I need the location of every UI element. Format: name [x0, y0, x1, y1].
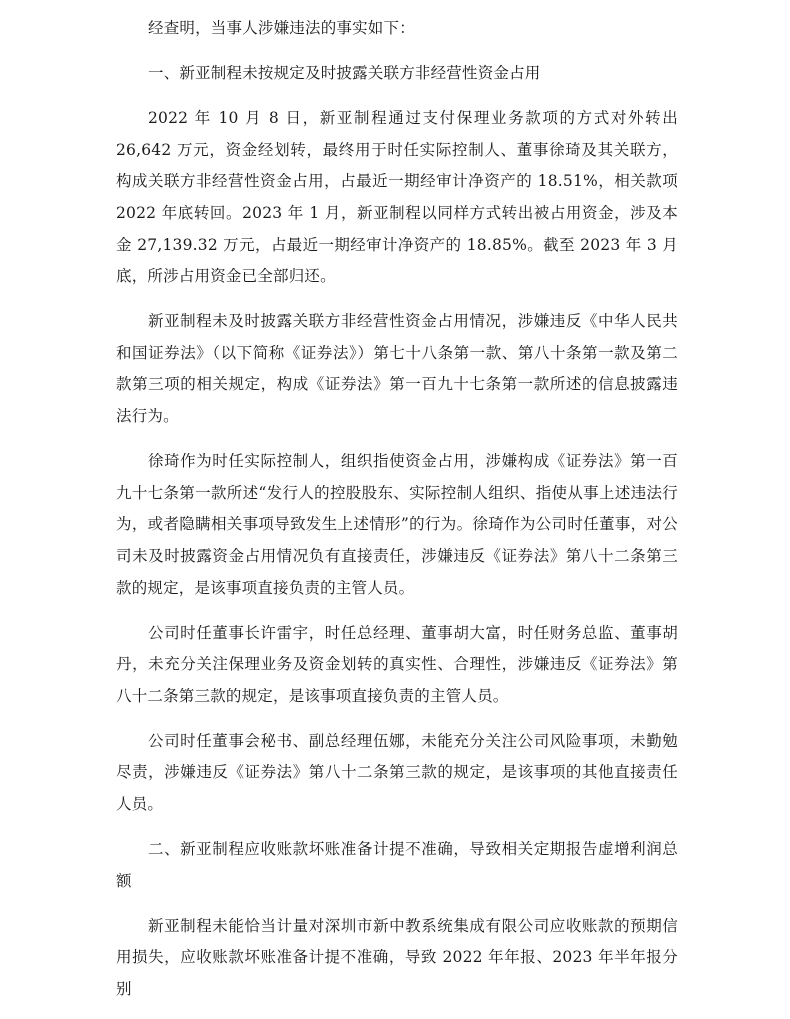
body-paragraph: 公司时任董事会秘书、副总经理伍娜，未能充分关注公司风险事项，未勤勉尽责，涉嫌违反《证券法》第八十二条第三款的规定，是该事项的其他直接责任人员。 [116, 731, 678, 814]
body-paragraph: 公司时任董事长许雷宇，时任总经理、董事胡大富，时任财务总监、董事胡丹，未充分关注保理业务及资金划转的真实性、合理性，涉嫌违反《证券法》第八十二条第三款的规定，是该事项直接负责的主管人员。 [116, 623, 678, 705]
section-heading-1: 一、新亚制程未按规定及时披露关联方非经营性资金占用 [148, 64, 541, 83]
body-paragraph: 新亚制程未能恰当计量对深圳市新中教系统集成有限公司应收账款的预期信用损失，应收账款坏账准备计提不准确，导致 2022 年年报、2023 年半年报分别 [116, 916, 678, 999]
body-paragraph: 徐琦作为时任实际控制人，组织指使资金占用，涉嫌构成《证券法》第一百九十七条第一款所述“发行人的控股股东、实际控制人组织、指使从事上述违法行为，或者隐瞒相关事项导致发生上述情形”的行为。徐琦作为公司时任董事，对公司未及时披露资金占用情况负有直接责任，涉嫌违反《证券法》第八十二条第三款的规定，是该事项直接负责的主管人员。 [116, 452, 678, 597]
document-page [116, 13, 678, 1019]
intro-paragraph: 经查明，当事人涉嫌违法的事实如下： [148, 19, 415, 37]
section-heading-2: 二、新亚制程应收账款坏账准备计提不准确，导致相关定期报告虚增利润总额 [116, 840, 678, 890]
body-paragraph: 新亚制程未及时披露关联方非经营性资金占用情况，涉嫌违反《中华人民共和国证券法》（以下简称《证券法》）第七十八条第一款、第八十条第一款及第二款第三项的相关规定，构成《证券法》第一百九十七条第一款所述的信息披露违法行为。 [116, 312, 678, 426]
body-paragraph: 2022 年 10 月 8 日，新亚制程通过支付保理业务款项的方式对外转出 26,642 万元，资金经划转，最终用于时任实际控制人、董事徐琦及其关联方，构成关联方非经营性资金占用，占最近一期经审计净资产的 18.51%，相关款项 2022 年底转回。2023 年 1 月，新亚制程以同样方式转出被占用资金，涉及本金 27,139.32 万元，占最近一期经审计净资产的 18.85%。截至 2023 年 3 月底，所涉占用资金已全部归还。 [116, 109, 678, 286]
